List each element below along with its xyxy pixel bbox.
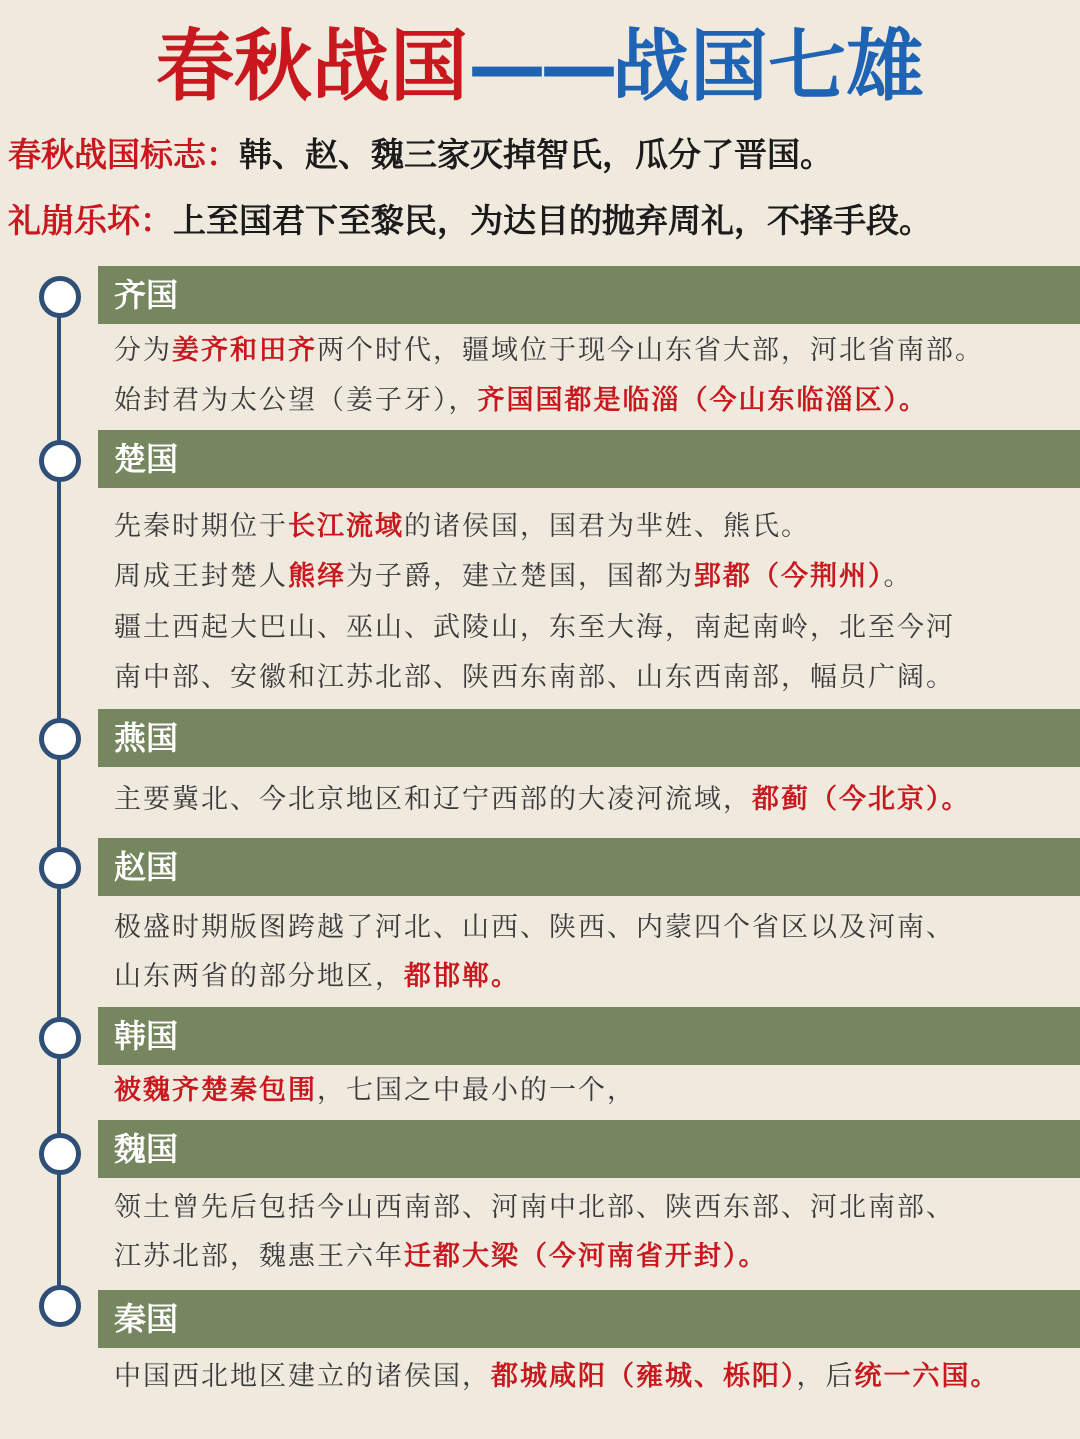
state-description-line: [114, 608, 955, 648]
page-title: [0, 22, 1080, 112]
highlight-text: 统一六国。: [854, 1361, 1000, 1392]
body-text: 分为: [114, 335, 172, 366]
state-description-line: [114, 1071, 636, 1111]
body-text: 南中部、安徽和江苏北部、陕西东南部、山东西南部，幅员广阔。: [114, 662, 955, 693]
state-description-line: [114, 1188, 955, 1228]
title-red-part: 春秋战国: [155, 22, 468, 112]
body-text: 。: [883, 561, 913, 592]
highlight-text: 迁都大梁（今河南省开封）。: [404, 1241, 768, 1272]
intro-text: 韩、赵、魏三家灭掉智氏，瓜分了晋国。: [239, 135, 833, 174]
body-text: 领土曾先后包括今山西南部、河南中北部、陕西东部、河北南部、: [114, 1192, 955, 1223]
state-name: 韩国: [114, 1017, 179, 1055]
highlight-text: 被魏齐楚秦包围: [114, 1075, 317, 1106]
body-text: 先秦时期位于: [114, 511, 288, 542]
timeline-node: [39, 1133, 81, 1175]
state-header-bar: [98, 1120, 1080, 1178]
title-dash: ——: [468, 22, 612, 112]
intro-line-1: [8, 133, 833, 177]
highlight-text: 都城咸阳（雍城、栎阳）: [491, 1361, 797, 1392]
highlight-text: 长江流域: [288, 511, 404, 542]
highlight-text: 都蓟（今北京）。: [752, 784, 971, 815]
body-text: 主要冀北、今北京地区和辽宁西部的大凌河流域，: [114, 784, 752, 815]
intro-label: 春秋战国标志：: [8, 135, 239, 174]
state-name: 燕国: [114, 719, 179, 757]
state-header-bar: [98, 1290, 1080, 1348]
timeline-node: [39, 440, 81, 482]
body-text: 山东两省的部分地区，: [114, 961, 404, 992]
timeline-node: [39, 276, 81, 318]
state-name: 齐国: [114, 276, 179, 314]
state-name: 赵国: [114, 848, 179, 886]
timeline-node: [39, 718, 81, 760]
state-header-bar: [98, 838, 1080, 896]
state-header-bar: [98, 709, 1080, 767]
timeline-node: [39, 1017, 81, 1059]
state-name: 秦国: [114, 1300, 179, 1338]
intro-line-2: [8, 199, 932, 243]
state-description-line: [114, 331, 984, 371]
state-description-line: [114, 658, 955, 698]
timeline-node: [39, 847, 81, 889]
state-name: 楚国: [114, 440, 179, 478]
highlight-text: 姜齐和田齐: [172, 335, 317, 366]
body-text: 的诸侯国，国君为芈姓、熊氏。: [404, 511, 810, 542]
state-description-line: [114, 908, 955, 948]
body-text: ，七国之中最小的一个，: [317, 1075, 636, 1106]
highlight-text: 都邯郸。: [404, 961, 520, 992]
highlight-text: 郢都（今荆州）: [694, 561, 884, 592]
state-description-line: [114, 780, 971, 820]
body-text: 疆土西起大巴山、巫山、武陵山，东至大海，南起南岭，北至今河: [114, 612, 955, 643]
title-blue-part: 战国七雄: [612, 22, 925, 112]
body-text: ，后: [796, 1361, 855, 1392]
state-header-bar: [98, 430, 1080, 488]
highlight-text: 熊绎: [288, 561, 346, 592]
body-text: 两个时代，疆域位于现今山东省大部，河北省南部。: [317, 335, 984, 366]
state-description-line: [114, 1357, 1000, 1397]
body-text: 江苏北部，魏惠王六年: [114, 1241, 404, 1272]
body-text: 始封君为太公望（姜子牙），: [114, 385, 478, 416]
body-text: 极盛时期版图跨越了河北、山西、陕西、内蒙四个省区以及河南、: [114, 912, 955, 943]
body-text: 周成王封楚人: [114, 561, 288, 592]
state-description-line: [114, 1237, 768, 1277]
intro-text: 上至国君下至黎民，为达目的抛弃周礼，不择手段。: [173, 201, 932, 240]
state-description-line: [114, 381, 928, 421]
state-description-line: [114, 507, 810, 547]
state-header-bar: [98, 266, 1080, 324]
timeline-node: [39, 1285, 81, 1327]
body-text: 中国西北地区建立的诸侯国，: [114, 1361, 491, 1392]
state-description-line: [114, 557, 913, 597]
highlight-text: 齐国国都是临淄（今山东临淄区）。: [477, 385, 928, 416]
state-name: 魏国: [114, 1130, 179, 1168]
state-description-line: [114, 957, 520, 997]
state-header-bar: [98, 1007, 1080, 1065]
intro-label: 礼崩乐坏：: [8, 201, 173, 240]
body-text: 为子爵，建立楚国，国都为: [346, 561, 694, 592]
